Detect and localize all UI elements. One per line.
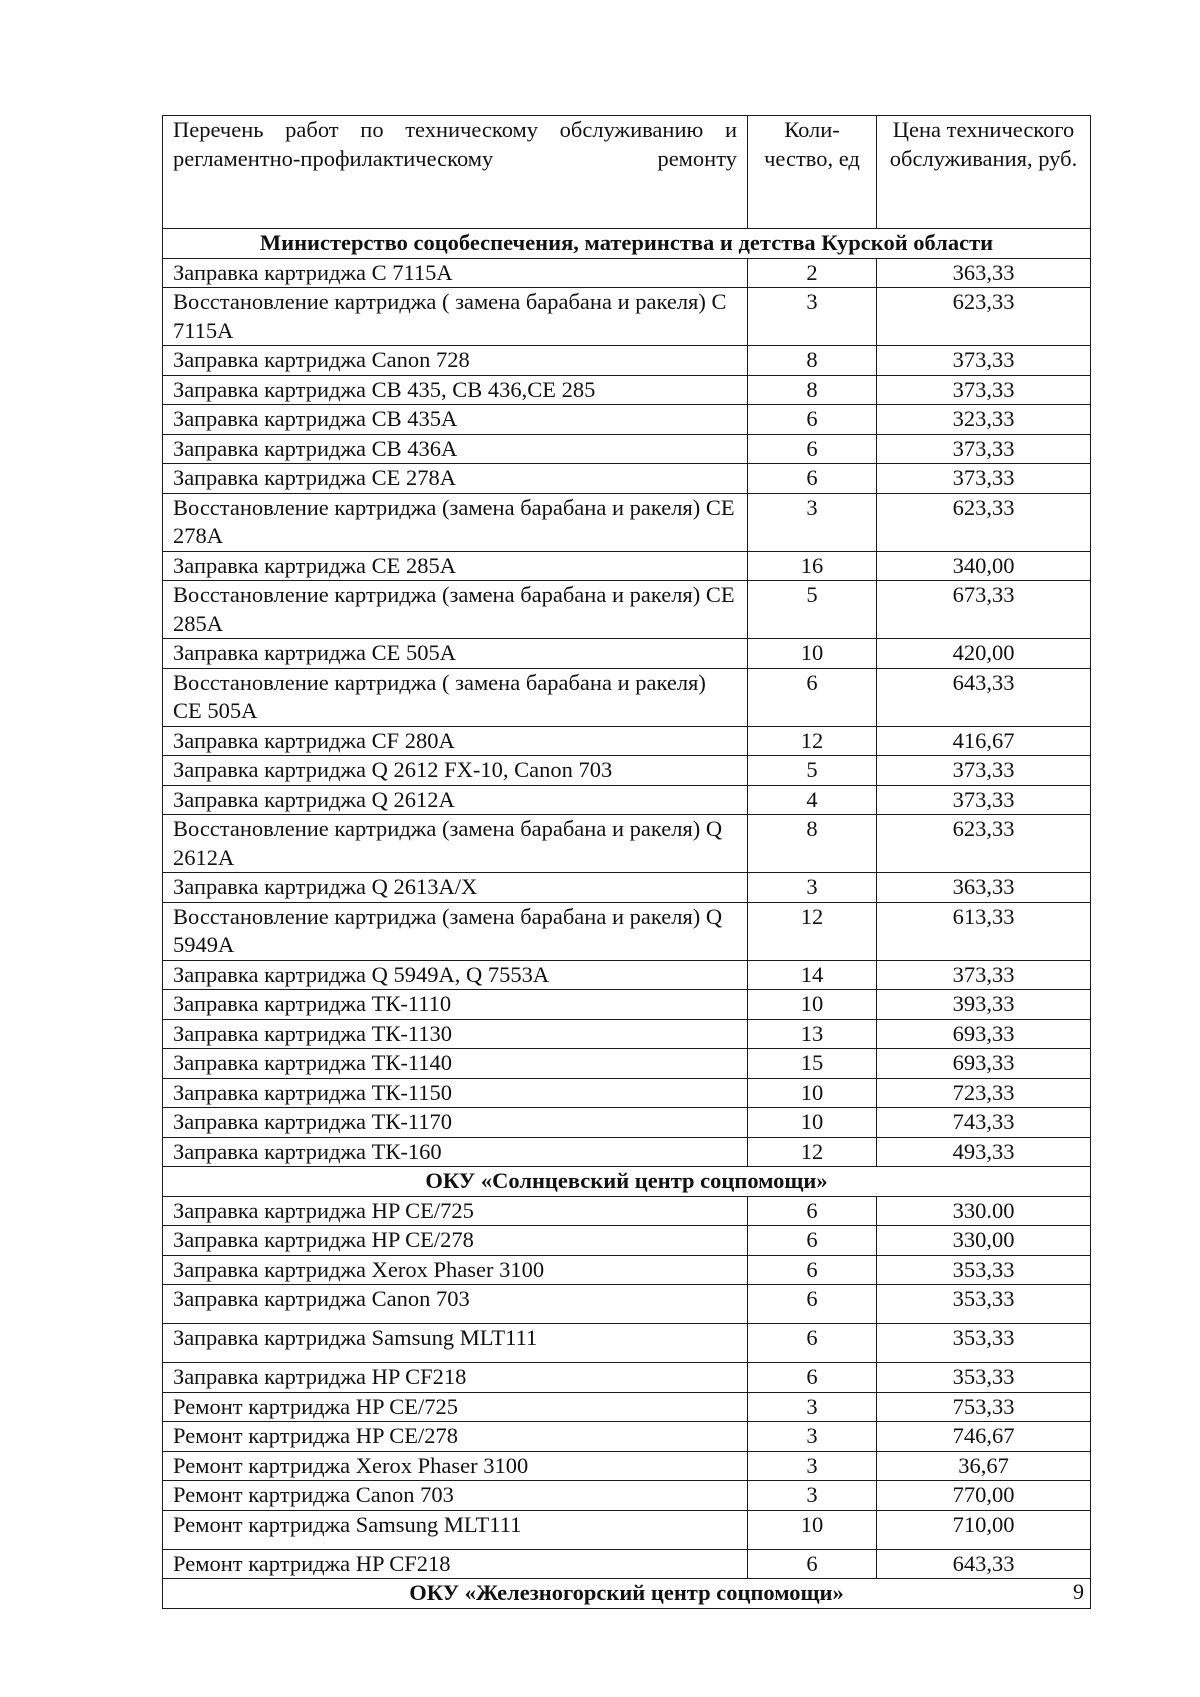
table-row [163,1392,1091,1422]
service-name-cell: Заправка картриджа Canon 703 [163,1285,748,1324]
quantity-cell: 10 [748,990,877,1020]
price-cell: 36,67 [877,1451,1091,1481]
page-number: 9 [1073,1579,1084,1604]
service-name-cell: Ремонт картриджа Xerox Phaser 3100 [163,1451,748,1481]
price-cell: 373,33 [877,375,1091,405]
table-row [163,1549,1091,1579]
service-name-cell: Заправка картриджа Q 2612 FX-10, Canon 703 [163,756,748,786]
table-row [163,1137,1091,1167]
service-name-cell: Восстановление картриджа (замена барабана и ракеля) Q 5949А [163,902,748,960]
price-cell: 770,00 [877,1481,1091,1511]
price-cell: 673,33 [877,581,1091,639]
table-row [163,288,1091,346]
service-name-cell: Восстановление картриджа (замена барабана и ракеля) СЕ 285А [163,581,748,639]
table-row [163,815,1091,873]
service-name-cell: Заправка картриджа ТК-1150 [163,1078,748,1108]
section-title: Министерство соцобеспечения, материнства и детства Курской области [163,229,1091,259]
quantity-cell: 3 [748,288,877,346]
quantity-cell: 5 [748,756,877,786]
table-row [163,581,1091,639]
quantity-cell: 3 [748,1451,877,1481]
table-row [163,639,1091,669]
service-name-cell: Ремонт картриджа HP CE/278 [163,1422,748,1452]
table-row [163,668,1091,726]
table-row [163,1422,1091,1452]
header-quantity: Коли-чество, ед [748,116,877,229]
price-cell: 373,33 [877,464,1091,494]
table-row [163,464,1091,494]
table-row [163,1078,1091,1108]
quantity-cell: 10 [748,1108,877,1138]
table-row [163,258,1091,288]
table-row [163,990,1091,1020]
service-name-cell: Заправка картриджа Q 2613А/Х [163,873,748,903]
price-cell: 723,33 [877,1078,1091,1108]
price-cell: 330,00 [877,1226,1091,1256]
table-row [163,346,1091,376]
quantity-cell: 6 [748,1549,877,1579]
price-cell: 613,33 [877,902,1091,960]
price-cell: 623,33 [877,288,1091,346]
service-name-cell: Заправка картриджа СВ 435А [163,405,748,435]
service-name-cell: Заправка картриджа ТК-1110 [163,990,748,1020]
table-row [163,1510,1091,1549]
service-name-cell: Заправка картриджа ТК-1140 [163,1049,748,1079]
service-name-cell: Заправка картриджа Samsung MLT111 [163,1324,748,1363]
service-name-cell: Восстановление картриджа ( замена барабана и ракеля) СЕ 505А [163,668,748,726]
quantity-cell: 12 [748,726,877,756]
service-name-cell: Заправка картриджа HP CE/278 [163,1226,748,1256]
table-row [163,873,1091,903]
table-row [163,405,1091,435]
quantity-cell: 5 [748,581,877,639]
header-price: Цена технического обслуживания, руб. [877,116,1091,229]
service-name-cell: Заправка картриджа ТК-1130 [163,1019,748,1049]
price-cell: 623,33 [877,493,1091,551]
quantity-cell: 6 [748,405,877,435]
service-name-cell: Восстановление картриджа ( замена барабана и ракеля) С 7115А [163,288,748,346]
table-row [163,375,1091,405]
service-name-cell: Заправка картриджа ТК-160 [163,1137,748,1167]
service-name-cell: Заправка картриджа HP CF218 [163,1363,748,1393]
price-cell: 373,33 [877,346,1091,376]
quantity-cell: 10 [748,639,877,669]
price-cell: 353,33 [877,1285,1091,1324]
quantity-cell: 6 [748,668,877,726]
table-row [163,1451,1091,1481]
service-name-cell: Восстановление картриджа (замена барабана и ракеля) СЕ 278А [163,493,748,551]
section-title: ОКУ «Железногорский центр соцпомощи» [163,1579,1091,1609]
service-name-cell: Ремонт картриджа HP CE/725 [163,1392,748,1422]
service-name-cell: Заправка картриджа Q 5949А, Q 7553А [163,960,748,990]
table-row [163,1481,1091,1511]
service-name-cell: Ремонт картриджа HP CF218 [163,1549,748,1579]
quantity-cell: 6 [748,1324,877,1363]
service-name-cell: Заправка картриджа СВ 435, СВ 436,СЕ 285 [163,375,748,405]
price-cell: 420,00 [877,639,1091,669]
quantity-cell: 6 [748,1255,877,1285]
service-name-cell: Заправка картриджа Canon 728 [163,346,748,376]
table-row [163,756,1091,786]
service-name-cell: Восстановление картриджа (замена барабана и ракеля) Q 2612А [163,815,748,873]
table-row [163,1324,1091,1363]
price-cell: 373,33 [877,785,1091,815]
price-cell: 340,00 [877,551,1091,581]
quantity-cell: 6 [748,1196,877,1226]
quantity-cell: 3 [748,1422,877,1452]
quantity-cell: 4 [748,785,877,815]
price-cell: 393,33 [877,990,1091,1020]
service-name-cell: Ремонт картриджа Samsung MLT111 [163,1510,748,1549]
table-row [163,1049,1091,1079]
quantity-cell: 6 [748,1363,877,1393]
service-name-cell: Заправка картриджа С 7115А [163,258,748,288]
table-header-row [163,116,1091,229]
quantity-cell: 3 [748,1392,877,1422]
price-cell: 693,33 [877,1049,1091,1079]
table-row [163,1363,1091,1393]
price-cell: 416,67 [877,726,1091,756]
table-row [163,1019,1091,1049]
price-cell: 753,33 [877,1392,1091,1422]
section-row [163,229,1091,259]
section-title: ОКУ «Солнцевский центр соцпомощи» [163,1167,1091,1197]
quantity-cell: 6 [748,1285,877,1324]
table-row [163,1226,1091,1256]
service-name-cell: Заправка картриджа СЕ 505А [163,639,748,669]
quantity-cell: 3 [748,493,877,551]
quantity-cell: 8 [748,346,877,376]
price-cell: 373,33 [877,434,1091,464]
quantity-cell: 6 [748,464,877,494]
price-cell: 353,33 [877,1255,1091,1285]
price-cell: 330.00 [877,1196,1091,1226]
quantity-cell: 8 [748,375,877,405]
header-works-list: Перечень работ по техническому обслуживанию и регламентно-профилактическому ремонту [163,116,748,229]
quantity-cell: 6 [748,434,877,464]
table-row [163,434,1091,464]
quantity-cell: 6 [748,1226,877,1256]
price-cell: 323,33 [877,405,1091,435]
quantity-cell: 14 [748,960,877,990]
quantity-cell: 10 [748,1078,877,1108]
table-row [163,1255,1091,1285]
price-cell: 743,33 [877,1108,1091,1138]
table-row [163,551,1091,581]
service-name-cell: Заправка картриджа СF 280А [163,726,748,756]
service-name-cell: Заправка картриджа СЕ 285А [163,551,748,581]
price-cell: 373,33 [877,756,1091,786]
quantity-cell: 12 [748,902,877,960]
section-row [163,1579,1091,1609]
price-cell: 710,00 [877,1510,1091,1549]
price-cell: 363,33 [877,258,1091,288]
price-cell: 353,33 [877,1324,1091,1363]
price-cell: 643,33 [877,1549,1091,1579]
quantity-cell: 8 [748,815,877,873]
quantity-cell: 2 [748,258,877,288]
quantity-cell: 3 [748,1481,877,1511]
table-row [163,1196,1091,1226]
service-name-cell: Заправка картриджа СВ 436А [163,434,748,464]
service-name-cell: Заправка картриджа Q 2612А [163,785,748,815]
quantity-cell: 16 [748,551,877,581]
quantity-cell: 10 [748,1510,877,1549]
quantity-cell: 13 [748,1019,877,1049]
price-cell: 643,33 [877,668,1091,726]
table-row [163,1108,1091,1138]
service-name-cell: Заправка картриджа Xerox Phaser 3100 [163,1255,748,1285]
price-cell: 493,33 [877,1137,1091,1167]
price-cell: 373,33 [877,960,1091,990]
price-cell: 623,33 [877,815,1091,873]
table-row [163,785,1091,815]
table-row [163,1285,1091,1324]
table-row [163,493,1091,551]
price-cell: 746,67 [877,1422,1091,1452]
quantity-cell: 15 [748,1049,877,1079]
quantity-cell: 12 [748,1137,877,1167]
price-cell: 363,33 [877,873,1091,903]
table-row [163,902,1091,960]
service-name-cell: Ремонт картриджа Canon 703 [163,1481,748,1511]
services-price-table [162,115,1091,1609]
section-row [163,1167,1091,1197]
quantity-cell: 3 [748,873,877,903]
service-name-cell: Заправка картриджа СЕ 278А [163,464,748,494]
service-name-cell: Заправка картриджа ТК-1170 [163,1108,748,1138]
price-cell: 693,33 [877,1019,1091,1049]
service-name-cell: Заправка картриджа HP CE/725 [163,1196,748,1226]
table-row [163,726,1091,756]
table-row [163,960,1091,990]
price-cell: 353,33 [877,1363,1091,1393]
